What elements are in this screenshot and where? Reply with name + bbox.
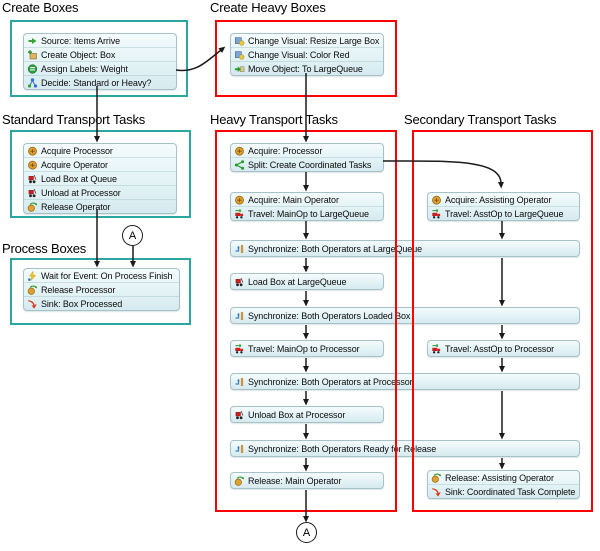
activity-sink-coordinated[interactable] bbox=[428, 484, 579, 498]
group-title-heavy-transport: Heavy Transport Tasks bbox=[210, 112, 338, 127]
activity-travel-mainop[interactable] bbox=[231, 206, 383, 220]
release-icon bbox=[431, 473, 442, 483]
activity-label: Split: Create Coordinated Tasks bbox=[248, 159, 372, 170]
activity-label: Synchronize: Both Operators Ready for Release bbox=[248, 443, 437, 454]
activity-acquire-operator[interactable] bbox=[24, 157, 176, 171]
activity-label: Sink: Coordinated Task Complete bbox=[445, 486, 576, 497]
activity-block-unload-processor[interactable] bbox=[230, 406, 384, 423]
activity-label: Change Visual: Resize Large Box bbox=[248, 35, 380, 46]
activity-block-acquire-assist[interactable] bbox=[427, 192, 580, 221]
activity-wait-for-event[interactable] bbox=[24, 269, 179, 282]
activity-decide[interactable] bbox=[24, 75, 176, 89]
synchronize-icon bbox=[234, 377, 245, 387]
activity-release-operator[interactable] bbox=[24, 199, 176, 213]
travel-icon bbox=[234, 344, 245, 354]
activity-block-acquire-split[interactable] bbox=[230, 143, 384, 172]
acquire-icon bbox=[234, 195, 245, 205]
activity-block-sync-at-processor[interactable] bbox=[230, 373, 580, 390]
activity-acquire-main-operator[interactable] bbox=[231, 193, 383, 206]
activity-block-sync-ready[interactable] bbox=[230, 440, 580, 457]
travel-icon bbox=[431, 209, 442, 219]
sink-icon bbox=[431, 487, 442, 497]
activity-load-box[interactable] bbox=[24, 171, 176, 185]
activity-block-process-boxes[interactable] bbox=[23, 268, 180, 311]
activity-label: Sink: Box Processed bbox=[41, 298, 123, 309]
activity-travel-asstop[interactable] bbox=[428, 206, 579, 220]
group-title-create-boxes: Create Boxes bbox=[2, 0, 79, 15]
release-icon bbox=[234, 476, 245, 486]
activity-synchronize[interactable] bbox=[231, 241, 579, 256]
activity-create-object[interactable] bbox=[24, 47, 176, 61]
activity-label: Release: Assisting Operator bbox=[445, 472, 554, 483]
activity-synchronize[interactable] bbox=[231, 374, 579, 389]
activity-block-standard-tasks[interactable] bbox=[23, 143, 177, 214]
release-icon bbox=[27, 202, 38, 212]
activity-label: Travel: MainOp to LargeQueue bbox=[248, 208, 369, 219]
connector-a-standard[interactable]: A bbox=[122, 225, 143, 246]
group-title-create-heavy-boxes: Create Heavy Boxes bbox=[210, 0, 326, 15]
decide-icon bbox=[27, 78, 38, 88]
synchronize-icon bbox=[234, 444, 245, 454]
activity-label: Release Operator bbox=[41, 201, 111, 212]
activity-block-sync-at-largequeue[interactable] bbox=[230, 240, 580, 257]
activity-block-load-largequeue[interactable] bbox=[230, 273, 384, 290]
change-visual-icon bbox=[234, 36, 245, 46]
activity-label: Change Visual: Color Red bbox=[248, 49, 350, 60]
activity-label: Acquire: Main Operator bbox=[248, 194, 339, 205]
activity-acquire-processor[interactable] bbox=[231, 144, 383, 157]
activity-block-travel-main-processor[interactable] bbox=[230, 340, 384, 357]
activity-label: Move Object: To LargeQueue bbox=[248, 63, 363, 74]
activity-label: Synchronize: Both Operators Loaded Box bbox=[248, 310, 411, 321]
activity-label: Travel: MainOp to Processor bbox=[248, 343, 360, 354]
group-title-process-boxes: Process Boxes bbox=[2, 241, 87, 256]
activity-label: Source: Items Arrive bbox=[41, 35, 121, 46]
assign-labels-icon bbox=[27, 64, 38, 74]
activity-block-release-main[interactable] bbox=[230, 472, 384, 489]
activity-unload-box[interactable] bbox=[231, 407, 383, 422]
unload-icon bbox=[27, 188, 38, 198]
activity-label: Acquire: Processor bbox=[248, 145, 323, 156]
activity-source[interactable] bbox=[24, 34, 176, 47]
activity-label: Release Processor bbox=[41, 284, 116, 295]
travel-icon bbox=[234, 209, 245, 219]
activity-label: Wait for Event: On Process Finish bbox=[41, 270, 173, 281]
split-icon bbox=[234, 160, 245, 170]
activity-label: Acquire Processor bbox=[41, 145, 113, 156]
synchronize-icon bbox=[234, 244, 245, 254]
activity-move-object[interactable] bbox=[231, 61, 383, 75]
activity-synchronize[interactable] bbox=[231, 308, 579, 323]
move-object-icon bbox=[234, 64, 245, 74]
wait-event-icon bbox=[27, 271, 38, 281]
activity-unload-box[interactable] bbox=[24, 185, 176, 199]
activity-label: Load Box at LargeQueue bbox=[248, 276, 347, 287]
activity-block-travel-asst-processor[interactable] bbox=[427, 340, 580, 357]
synchronize-icon bbox=[234, 311, 245, 321]
activity-label: Decide: Standard or Heavy? bbox=[41, 77, 152, 88]
activity-label: Acquire Operator bbox=[41, 159, 108, 170]
activity-acquire-processor[interactable] bbox=[24, 144, 176, 157]
activity-label: Travel: AsstOp to Processor bbox=[445, 343, 555, 354]
activity-label: Synchronize: Both Operators at Processor bbox=[248, 376, 413, 387]
activity-release-assisting[interactable] bbox=[428, 471, 579, 484]
activity-travel[interactable] bbox=[428, 341, 579, 356]
arrow-split-to-assist bbox=[383, 161, 501, 183]
change-visual-icon bbox=[234, 50, 245, 60]
activity-label: Load Box at Queue bbox=[41, 173, 117, 184]
activity-block-acquire-main[interactable] bbox=[230, 192, 384, 221]
group-title-secondary-transport: Secondary Transport Tasks bbox=[404, 112, 557, 127]
load-icon bbox=[234, 277, 245, 287]
activity-label: Acquire: Assisting Operator bbox=[445, 194, 552, 205]
activity-load-box[interactable] bbox=[231, 274, 383, 289]
create-object-icon bbox=[27, 50, 38, 60]
activity-assign-labels[interactable] bbox=[24, 61, 176, 75]
activity-label: Synchronize: Both Operators at LargeQueue bbox=[248, 243, 423, 254]
activity-change-visual-resize[interactable] bbox=[231, 34, 383, 47]
activity-travel[interactable] bbox=[231, 341, 383, 356]
activity-acquire-assisting-operator[interactable] bbox=[428, 193, 579, 206]
activity-label: Create Object: Box bbox=[41, 49, 116, 60]
load-icon bbox=[27, 174, 38, 184]
activity-block-create-heavy[interactable] bbox=[230, 33, 384, 76]
activity-release-processor[interactable] bbox=[24, 282, 179, 296]
activity-label: Release: Main Operator bbox=[248, 475, 342, 486]
group-title-standard-transport: Standard Transport Tasks bbox=[2, 112, 146, 127]
connector-a-heavy[interactable]: A bbox=[296, 522, 317, 543]
travel-icon bbox=[431, 344, 442, 354]
sink-icon bbox=[27, 299, 38, 309]
activity-block-create-boxes[interactable] bbox=[23, 33, 177, 90]
activity-split[interactable] bbox=[231, 157, 383, 171]
acquire-icon bbox=[234, 146, 245, 156]
activity-block-release-sink[interactable] bbox=[427, 470, 580, 499]
activity-block-sync-loaded[interactable] bbox=[230, 307, 580, 324]
activity-release[interactable] bbox=[231, 473, 383, 488]
activity-label: Unload at Processor bbox=[41, 187, 121, 198]
acquire-icon bbox=[27, 146, 38, 156]
activity-synchronize[interactable] bbox=[231, 441, 579, 456]
acquire-icon bbox=[431, 195, 442, 205]
unload-icon bbox=[234, 410, 245, 420]
activity-label: Unload Box at Processor bbox=[248, 409, 346, 420]
release-icon bbox=[27, 285, 38, 295]
activity-sink[interactable] bbox=[24, 296, 179, 310]
acquire-icon bbox=[27, 160, 38, 170]
source-icon bbox=[27, 36, 38, 46]
activity-label: Travel: AsstOp to LargeQueue bbox=[445, 208, 564, 219]
activity-change-visual-color[interactable] bbox=[231, 47, 383, 61]
arrow-decide-to-heavyboxes bbox=[176, 50, 221, 70]
activity-label: Assign Labels: Weight bbox=[41, 63, 128, 74]
